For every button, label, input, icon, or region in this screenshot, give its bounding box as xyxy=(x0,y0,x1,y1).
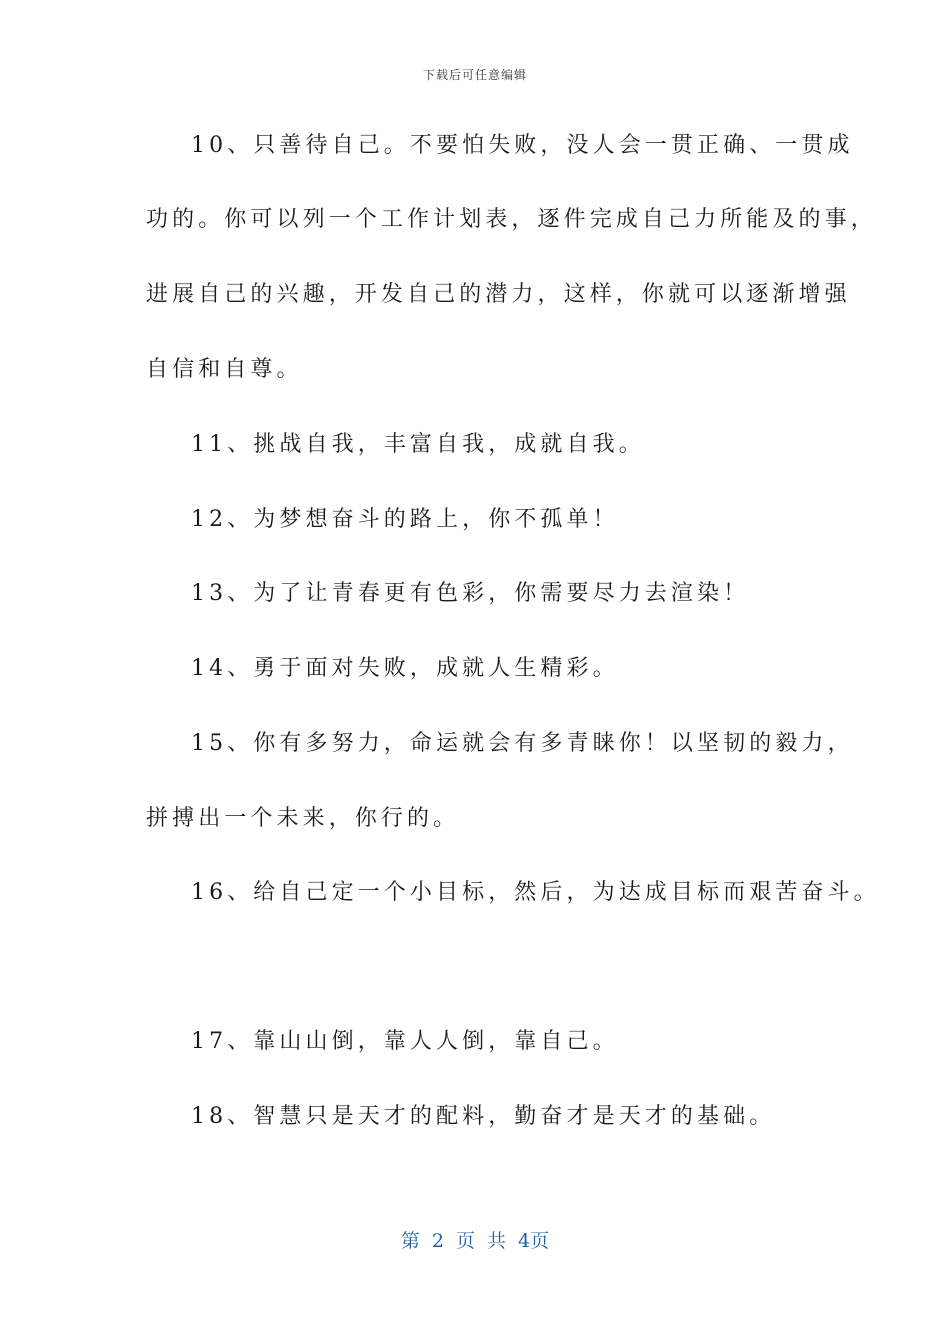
paragraph-line: 12、为梦想奋斗的路上，你不孤单！ xyxy=(191,507,619,532)
footer-page-number: 2 xyxy=(431,1230,444,1252)
paragraph-line: 自信和自尊。 xyxy=(146,357,303,382)
paragraph-line: 15、你有多努力，命运就会有多青睐你！以坚韧的毅力， xyxy=(191,731,854,756)
footer-prefix: 第 xyxy=(400,1230,420,1252)
paragraph-line: 11、挑战自我，丰富自我，成就自我。 xyxy=(191,432,645,457)
paragraph-line: 10、只善待自己。不要怕失败，没人会一贯正确、一贯成 xyxy=(191,133,854,158)
footer-total-prefix: 共 xyxy=(487,1230,507,1252)
header-note: 下载后可任意编辑 xyxy=(422,68,527,82)
footer-page-label: 页 xyxy=(455,1230,475,1252)
paragraph-line: 14、勇于面对失败，成就人生精彩。 xyxy=(191,656,619,681)
paragraph-line: 13、为了让青春更有色彩，你需要尽力去渲染！ xyxy=(191,581,750,606)
paragraph-line: 17、靠山山倒，靠人人倒，靠自己。 xyxy=(191,1029,619,1054)
paragraph-line: 拼搏出一个未来，你行的。 xyxy=(146,806,460,831)
paragraph-line: 18、智慧只是天才的配料，勤奋才是天才的基础。 xyxy=(191,1104,776,1129)
paragraph-line: 功的。你可以列一个工作计划表，逐件完成自己力所能及的事， xyxy=(146,207,877,232)
page-footer xyxy=(0,1226,950,1253)
paragraph-line: 16、给自己定一个小目标，然后，为达成目标而艰苦奋斗。 xyxy=(191,880,880,905)
footer-total: 4页 xyxy=(518,1230,550,1252)
paragraph-line: 进展自己的兴趣，开发自己的潜力，这样，你就可以逐渐增强 xyxy=(146,282,851,307)
